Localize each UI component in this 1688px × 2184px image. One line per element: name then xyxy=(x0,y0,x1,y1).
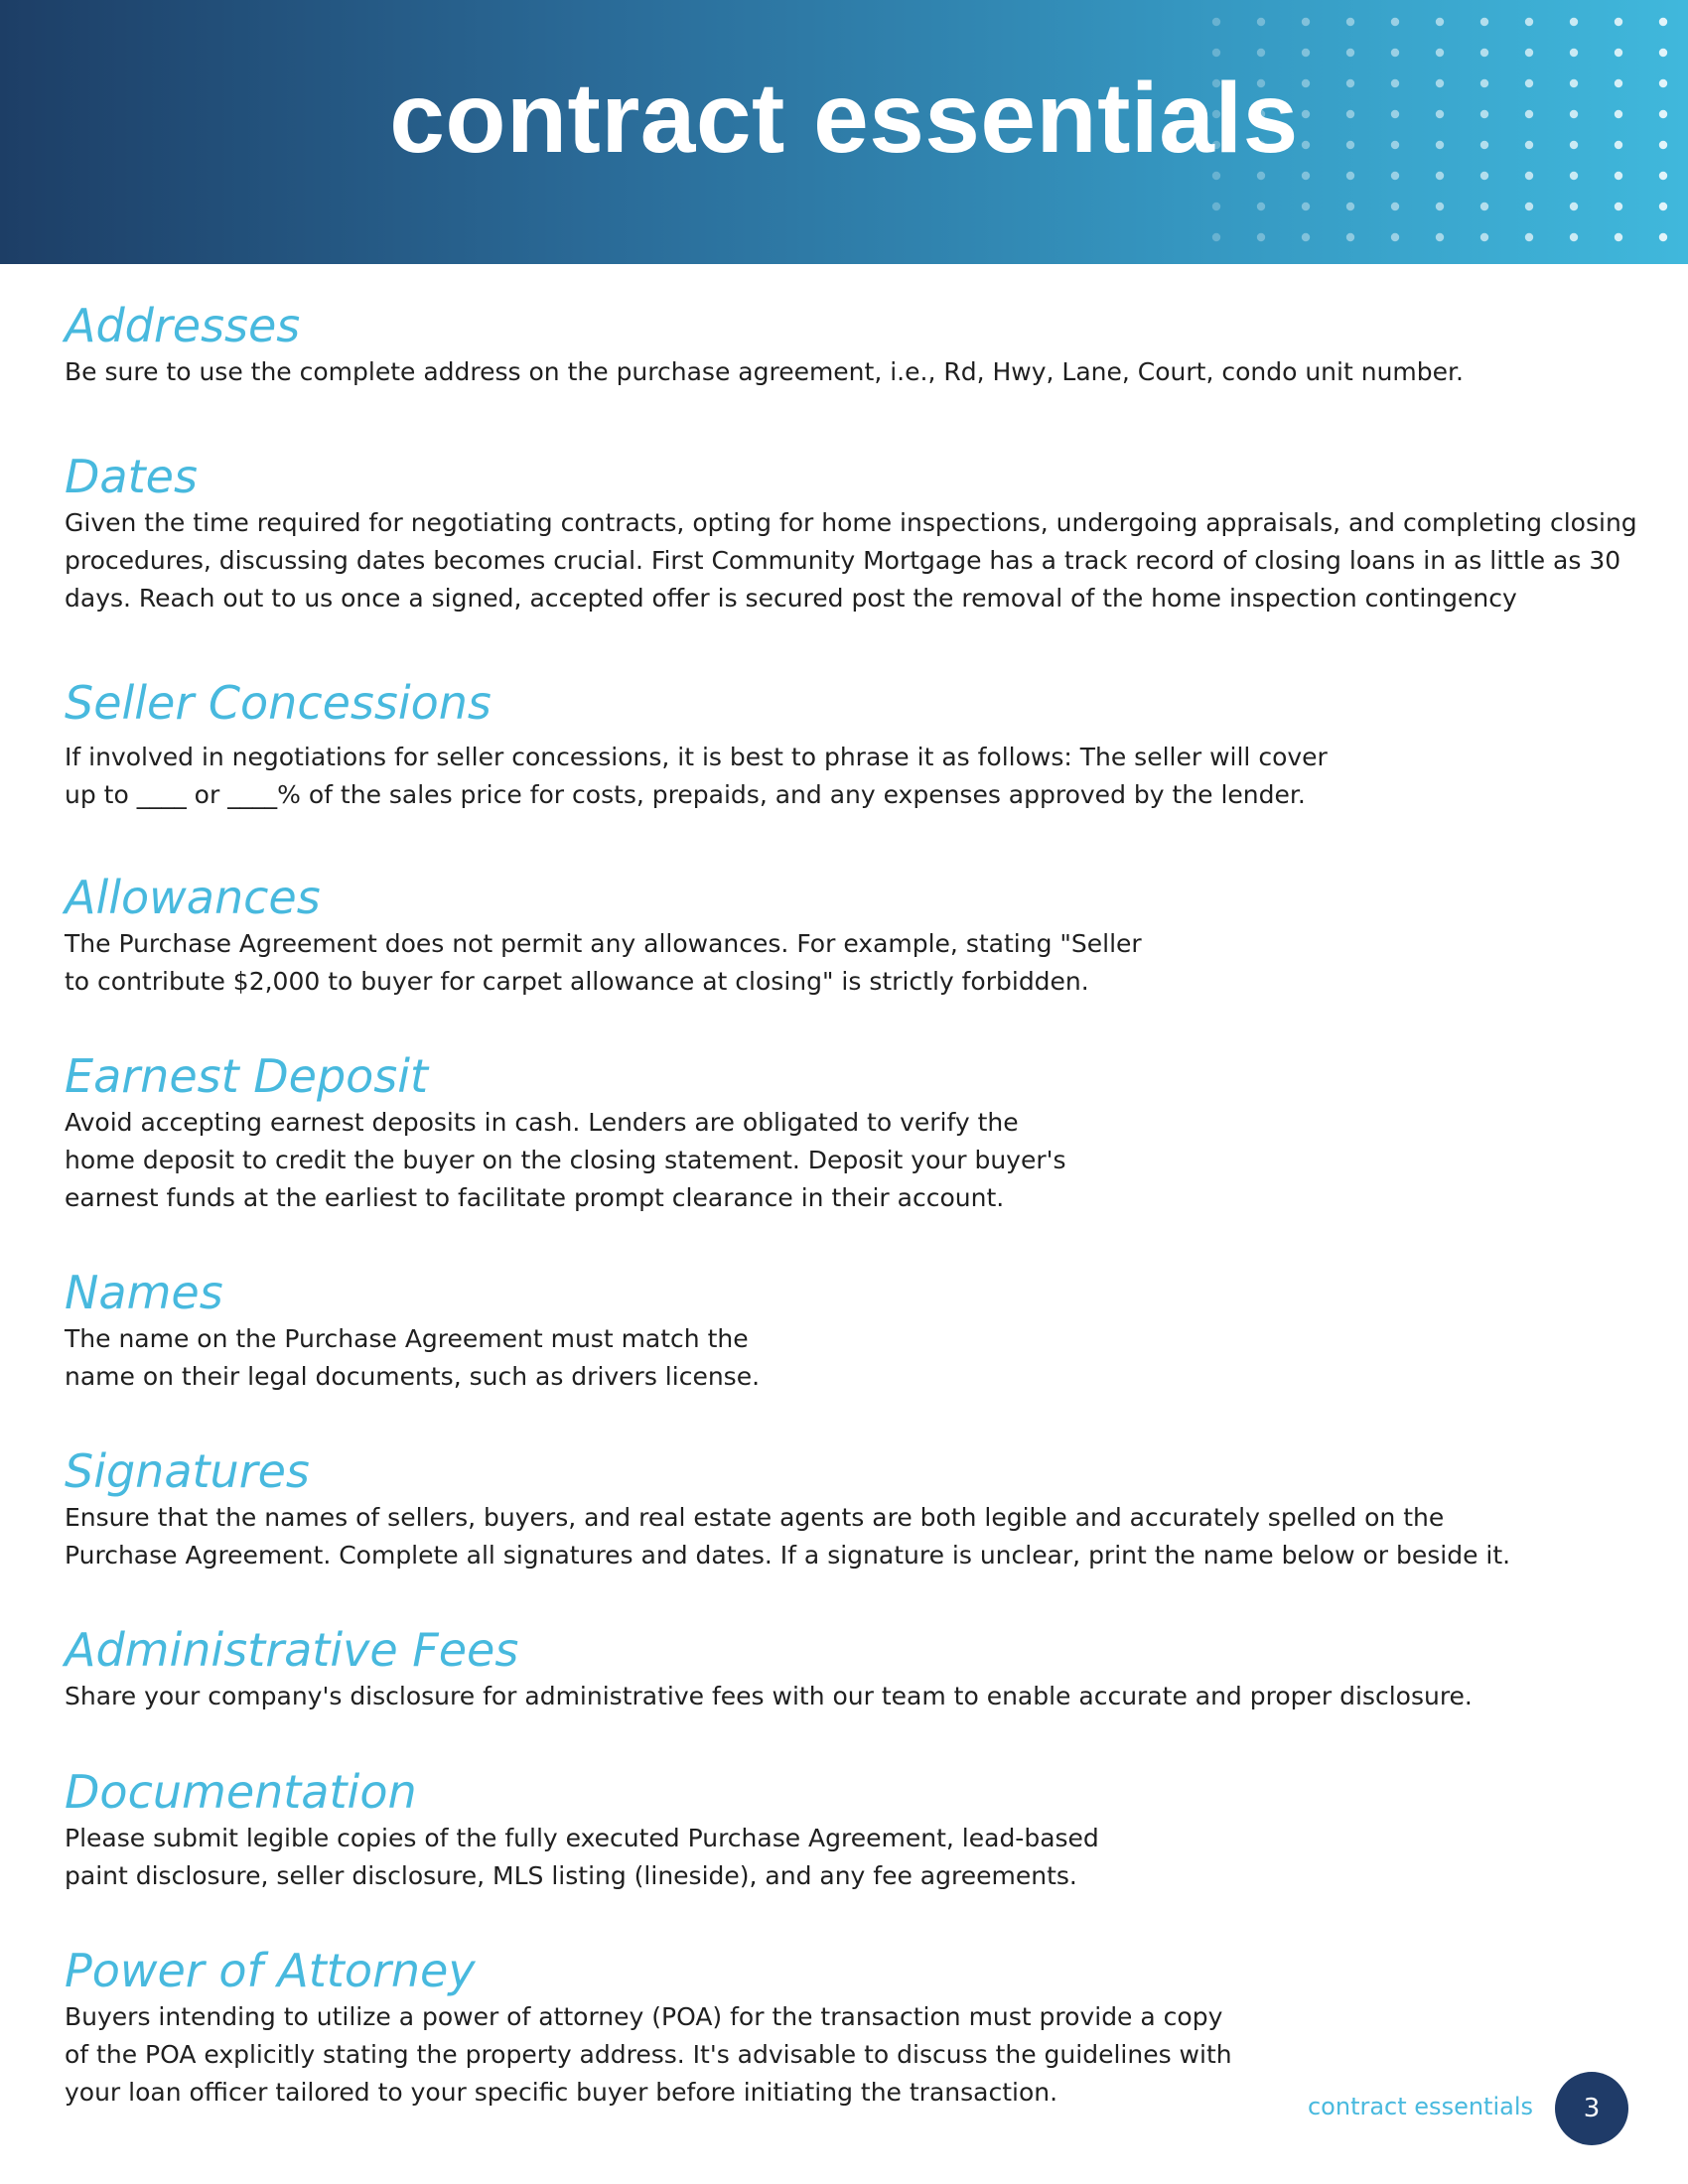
text-line: days. Reach out to us once a signed, accepted offer is secured post the removal of the home inspection contingency xyxy=(65,584,1517,613)
footer-label: contract essentials xyxy=(1307,2093,1533,2120)
section-heading: Addresses xyxy=(65,299,301,352)
section-heading: Seller Concessions xyxy=(65,676,492,730)
section-names xyxy=(65,1265,1643,1396)
decorative-dot xyxy=(1480,49,1488,57)
decorative-dot xyxy=(1302,203,1310,210)
text-line: Avoid accepting earnest deposits in cash. Lenders are obligated to verify the xyxy=(65,1108,1019,1137)
section-documentation xyxy=(65,1764,1643,1895)
page-number-badge: 3 xyxy=(1555,2072,1628,2145)
decorative-dot xyxy=(1615,203,1622,210)
text-line: home deposit to credit the buyer on the closing statement. Deposit your buyer's xyxy=(65,1146,1066,1174)
section-heading: Names xyxy=(65,1266,223,1319)
decorative-dot xyxy=(1257,49,1265,57)
decorative-dot xyxy=(1346,203,1354,210)
decorative-dot xyxy=(1659,18,1667,26)
decorative-dot xyxy=(1525,49,1533,57)
section-dates xyxy=(65,449,1643,617)
text-line: If involved in negotiations for seller concessions, it is best to phrase it as follows: The seller will cover xyxy=(65,743,1328,771)
section-text xyxy=(65,1104,1643,1217)
decorative-dot xyxy=(1570,203,1578,210)
decorative-dot xyxy=(1615,18,1622,26)
text-line: Purchase Agreement. Complete all signatures and dates. If a signature is unclear, print the name below or beside it. xyxy=(65,1541,1511,1570)
section-text xyxy=(65,739,1643,814)
section-earnest-deposit xyxy=(65,1048,1643,1217)
decorative-dot xyxy=(1302,49,1310,57)
decorative-dot xyxy=(1570,49,1578,57)
decorative-dot xyxy=(1212,18,1220,26)
section-text xyxy=(65,1499,1643,1574)
section-heading: Administrative Fees xyxy=(65,1623,519,1677)
section-seller-concessions xyxy=(65,675,1643,814)
decorative-dot xyxy=(1212,233,1220,241)
text-line: The name on the Purchase Agreement must match the xyxy=(65,1324,749,1353)
section-heading: Power of Attorney xyxy=(65,1944,476,1997)
section-heading: Signatures xyxy=(65,1444,310,1498)
decorative-dot xyxy=(1615,233,1622,241)
text-line: up to ____ or ____% of the sales price for costs, prepaids, and any expenses approved by the lender. xyxy=(65,780,1306,809)
decorative-dot xyxy=(1525,18,1533,26)
section-text xyxy=(65,925,1643,1001)
decorative-dot xyxy=(1436,203,1444,210)
decorative-dot xyxy=(1480,203,1488,210)
decorative-dot xyxy=(1212,49,1220,57)
text-line: Be sure to use the complete address on the purchase agreement, i.e., Rd, Hwy, Lane, Court, condo unit number. xyxy=(65,357,1464,386)
section-text xyxy=(65,1320,1643,1396)
decorative-dot xyxy=(1480,18,1488,26)
section-text xyxy=(65,504,1643,617)
decorative-dot xyxy=(1391,233,1399,241)
decorative-dot xyxy=(1436,18,1444,26)
decorative-dot xyxy=(1391,49,1399,57)
section-power-of-attorney xyxy=(65,1943,1643,2112)
decorative-dot xyxy=(1346,233,1354,241)
header-banner xyxy=(0,0,1688,264)
text-line: your loan officer tailored to your specific buyer before initiating the transaction. xyxy=(65,2078,1058,2107)
section-text xyxy=(65,1678,1643,1715)
section-heading: Allowances xyxy=(65,871,321,924)
section-heading: Documentation xyxy=(65,1765,417,1819)
text-line: Share your company's disclosure for administrative fees with our team to enable accurate and proper disclosure. xyxy=(65,1682,1473,1710)
section-heading: Earnest Deposit xyxy=(65,1049,429,1103)
decorative-dot xyxy=(1659,203,1667,210)
text-line: The Purchase Agreement does not permit any allowances. For example, stating "Seller xyxy=(65,929,1142,958)
decorative-dot xyxy=(1659,233,1667,241)
decorative-dot xyxy=(1615,49,1622,57)
decorative-dot xyxy=(1391,203,1399,210)
decorative-dot xyxy=(1570,18,1578,26)
text-line: procedures, discussing dates becomes crucial. First Community Mortgage has a track record of closing loans in as little as 30 xyxy=(65,546,1621,575)
decorative-dot xyxy=(1480,233,1488,241)
decorative-dot xyxy=(1257,18,1265,26)
decorative-dot xyxy=(1257,233,1265,241)
decorative-dot xyxy=(1346,49,1354,57)
decorative-dot xyxy=(1659,49,1667,57)
section-allowances xyxy=(65,870,1643,1001)
decorative-dot xyxy=(1525,203,1533,210)
text-line: of the POA explicitly stating the property address. It's advisable to discuss the guidelines with xyxy=(65,2040,1232,2069)
decorative-dot xyxy=(1346,18,1354,26)
section-addresses xyxy=(65,298,1643,391)
text-line: name on their legal documents, such as drivers license. xyxy=(65,1362,761,1391)
text-line: earnest funds at the earliest to facilitate prompt clearance in their account. xyxy=(65,1183,1005,1212)
text-line: Buyers intending to utilize a power of attorney (POA) for the transaction must provide a copy xyxy=(65,2002,1223,2031)
text-line: Please submit legible copies of the fully executed Purchase Agreement, lead-based xyxy=(65,1824,1099,1852)
decorative-dot xyxy=(1302,233,1310,241)
decorative-dot xyxy=(1570,233,1578,241)
decorative-dot xyxy=(1436,233,1444,241)
text-line: Ensure that the names of sellers, buyers, and real estate agents are both legible and accurately spelled on the xyxy=(65,1503,1445,1532)
section-signatures xyxy=(65,1443,1643,1574)
decorative-dot xyxy=(1257,203,1265,210)
section-administrative-fees xyxy=(65,1622,1643,1715)
text-line: to contribute $2,000 to buyer for carpet allowance at closing" is strictly forbidden. xyxy=(65,967,1089,996)
decorative-dot xyxy=(1525,233,1533,241)
decorative-dot xyxy=(1436,49,1444,57)
section-text xyxy=(65,353,1643,391)
decorative-dot xyxy=(1212,203,1220,210)
decorative-dot xyxy=(1302,18,1310,26)
text-line: paint disclosure, seller disclosure, MLS listing (lineside), and any fee agreements. xyxy=(65,1861,1077,1890)
decorative-dot xyxy=(1391,18,1399,26)
page-title: contract essentials xyxy=(389,63,1299,174)
section-heading: Dates xyxy=(65,450,198,503)
section-text xyxy=(65,1820,1643,1895)
text-line: Given the time required for negotiating contracts, opting for home inspections, undergoing appraisals, and completing closing xyxy=(65,508,1637,537)
